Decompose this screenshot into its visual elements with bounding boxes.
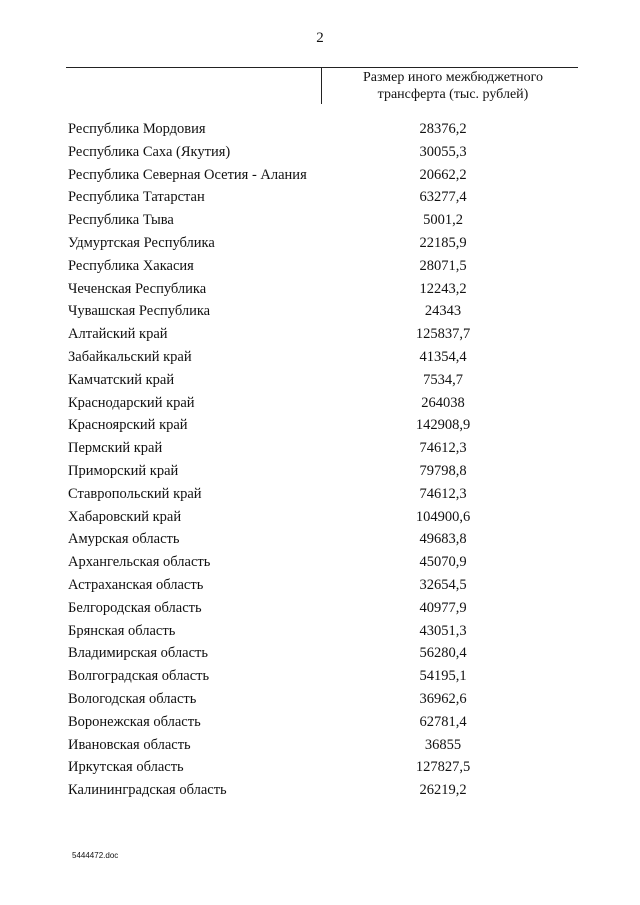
region-name: Калининградская область [68, 782, 227, 799]
table-row [68, 734, 588, 757]
transfer-amount: 127827,5 [415, 759, 471, 776]
region-transfer-list [68, 118, 588, 802]
transfer-amount: 36962,6 [419, 690, 467, 707]
region-name: Республика Татарстан [68, 189, 205, 206]
table-row [68, 346, 588, 369]
region-name: Ивановская область [68, 736, 191, 753]
table-row [68, 323, 588, 346]
table-row [68, 688, 588, 711]
transfer-amount: 22185,9 [419, 234, 467, 251]
transfer-amount: 79798,8 [419, 462, 467, 479]
region-name: Воронежская область [68, 713, 201, 730]
table-row [68, 779, 588, 802]
table-row [68, 164, 588, 187]
region-name: Брянская область [68, 622, 176, 639]
transfer-amount: 7534,7 [423, 371, 463, 388]
region-name: Хабаровский край [68, 508, 182, 525]
region-name: Владимирская область [68, 645, 208, 662]
region-name: Ставропольский край [68, 485, 202, 502]
transfer-amount: 74612,3 [419, 440, 467, 457]
table-row [68, 186, 588, 209]
table-row [68, 597, 588, 620]
document-filename: 5444472.doc [72, 851, 119, 860]
table-row [68, 756, 588, 779]
transfer-amount: 28071,5 [419, 257, 467, 274]
transfer-amount: 104900,6 [415, 508, 471, 525]
transfer-amount: 49683,8 [419, 531, 467, 548]
region-name: Вологодская область [68, 690, 197, 707]
region-name: Камчатский край [68, 371, 175, 388]
region-name: Краснодарский край [68, 394, 195, 411]
transfer-amount: 142908,9 [415, 417, 471, 434]
column-header-transfer-amount: Размер иного межбюджетного трансферта (тыс. рублей) [362, 70, 544, 102]
transfer-amount: 62781,4 [419, 713, 467, 730]
table-row [68, 392, 588, 415]
region-name: Республика Мордовия [68, 121, 206, 137]
table-row [68, 255, 588, 278]
region-name: Иркутская область [68, 759, 184, 776]
region-name: Амурская область [68, 531, 180, 548]
table-row [68, 369, 588, 392]
table-row [68, 551, 588, 574]
header-divider [321, 68, 322, 104]
transfer-amount: 12243,2 [419, 280, 467, 297]
region-name: Забайкальский край [68, 348, 192, 365]
table-row [68, 665, 588, 688]
table-row [68, 437, 588, 460]
region-name: Волгоградская область [68, 668, 210, 685]
table-row [68, 711, 588, 734]
table-row [68, 483, 588, 506]
region-name: Чеченская Республика [68, 280, 207, 297]
region-name: Приморский край [68, 462, 179, 479]
transfer-amount: 5001,2 [423, 212, 463, 229]
transfer-amount: 125837,7 [415, 326, 471, 343]
transfer-amount: 28376,2 [419, 121, 467, 137]
table-row [68, 642, 588, 665]
transfer-amount: 63277,4 [419, 189, 467, 206]
table-row [68, 209, 588, 232]
transfer-amount: 36855 [424, 736, 462, 753]
table-row [68, 141, 588, 164]
transfer-amount: 41354,4 [419, 348, 467, 365]
transfer-amount: 20662,2 [419, 166, 467, 183]
region-name: Пермский край [68, 440, 163, 457]
transfer-amount: 40977,9 [419, 599, 467, 616]
transfer-amount: 26219,2 [419, 782, 467, 799]
table-row [68, 300, 588, 323]
region-name: Республика Северная Осетия - Алания [68, 166, 307, 183]
region-name: Алтайский край [68, 326, 168, 343]
region-name: Астраханская область [68, 576, 204, 593]
region-name: Республика Тыва [68, 212, 174, 229]
transfer-amount: 30055,3 [419, 143, 467, 160]
region-name: Красноярский край [68, 417, 188, 434]
transfer-amount: 32654,5 [419, 576, 467, 593]
region-name: Чувашская Республика [68, 303, 211, 320]
table-header [66, 67, 578, 104]
table-row [68, 528, 588, 551]
table-row [68, 232, 588, 255]
table-row [68, 506, 588, 529]
region-name: Республика Хакасия [68, 257, 194, 274]
page-number: 2 [316, 30, 324, 46]
table-row [68, 620, 588, 643]
table-row [68, 278, 588, 301]
table-row [68, 414, 588, 437]
transfer-amount: 24343 [424, 303, 462, 320]
transfer-amount: 264038 [421, 394, 465, 411]
region-name: Республика Саха (Якутия) [68, 143, 231, 160]
transfer-amount: 56280,4 [419, 645, 467, 662]
table-row [68, 118, 588, 141]
transfer-amount: 74612,3 [419, 485, 467, 502]
transfer-amount: 43051,3 [419, 622, 467, 639]
table-row [68, 574, 588, 597]
transfer-amount: 54195,1 [419, 668, 467, 685]
region-name: Удмуртская Республика [68, 234, 215, 251]
table-row [68, 460, 588, 483]
region-name: Белгородская область [68, 599, 202, 616]
region-name: Архангельская область [68, 554, 211, 571]
transfer-amount: 45070,9 [419, 554, 467, 571]
